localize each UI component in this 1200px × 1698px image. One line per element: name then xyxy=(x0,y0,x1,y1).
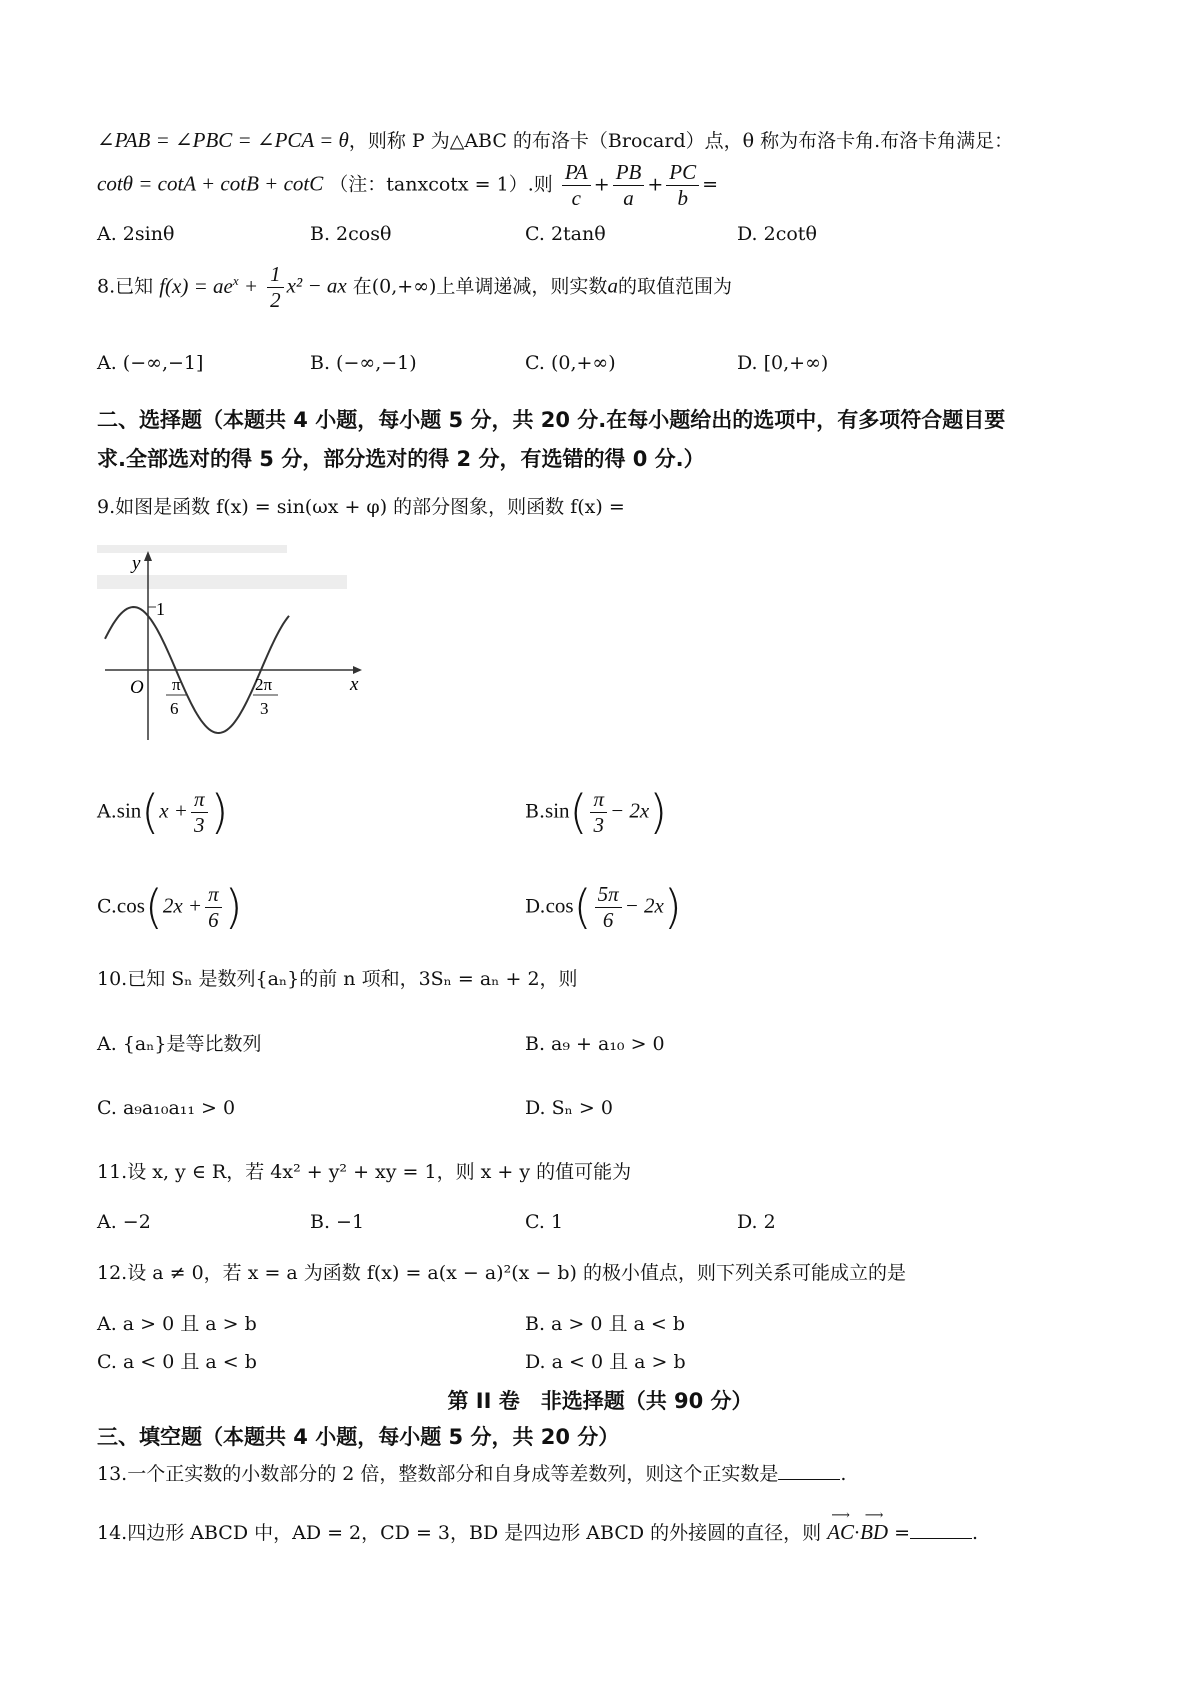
fraction-pi-3: $\frac{\pi}{3}$ xyxy=(191,787,208,838)
q13-stem: 13.一个正实数的小数部分的 2 倍，整数部分和自身成等差数列，则这个正实数是 . xyxy=(97,1463,847,1485)
q10-option-c[interactable]: C. a₉a₁₀a₁₁ > 0 xyxy=(97,1097,236,1119)
q9-option-d[interactable]: D.cos( $\frac{5\pi}{6}$ − 2x) xyxy=(525,880,682,934)
fraction-one-half: $\frac{1}{2}$ xyxy=(267,262,284,313)
q9-option-a[interactable]: A.sin(x + $\frac{\pi}{3}$ ) xyxy=(97,785,229,839)
x-tick-pi-6-num: π xyxy=(172,675,181,694)
fraction-5pi-6: $\frac{5\pi}{6}$ xyxy=(595,882,622,933)
q11-option-a[interactable]: A. −2 xyxy=(97,1211,151,1233)
y-axis-arrow xyxy=(144,551,152,561)
q14-stem: 14.四边形 ABCD 中，AD = 2，CD = 3，BD 是四边形 ABCD 的外接圆的直径，则 ⟶ AC· ⟶ BD = . xyxy=(97,1507,979,1544)
section-2-heading-line-1: 二、选择题（本题共 4 小题，每小题 5 分，共 20 分.在每小题给出的选项中，有多项符合题目要 xyxy=(97,408,1006,432)
intro-option-b[interactable]: B. 2cosθ xyxy=(310,223,392,245)
q12-stem: 12.设 a ≠ 0，若 x = a 为函数 f(x) = a(x − a)²(x − b) 的极小值点，则下列关系可能成立的是 xyxy=(97,1262,906,1284)
q9-option-c[interactable]: C.cos(2x + $\frac{\pi}{6}$ ) xyxy=(97,880,243,934)
fraction-pb-a: $\frac{PB}{a}$ xyxy=(613,160,645,211)
origin-label: O xyxy=(130,677,144,698)
intro-equals: = xyxy=(702,173,719,196)
q8-stem: 8.已知 $f(x) = ae^x$ + $\frac{1}{2}$ x² − ax 在(0,+∞)上单调递减，则实数a的取值范围为 xyxy=(97,262,732,313)
vector-ac: ⟶ AC xyxy=(827,1507,855,1544)
q11-option-d[interactable]: D. 2 xyxy=(737,1211,776,1233)
x-tick-2pi-3-den: 3 xyxy=(260,699,269,718)
fraction-pa-c: $\frac{PA}{c}$ xyxy=(562,160,591,211)
intro-note: （注：tanxcotx = 1）.则 xyxy=(329,173,553,196)
q12-option-b[interactable]: B. a > 0 且 a < b xyxy=(525,1313,686,1335)
section-2-heading-line-2: 求.全部选对的得 5 分，部分选对的得 2 分，有选错的得 0 分.） xyxy=(97,447,705,471)
q13-answer-blank[interactable] xyxy=(778,1479,840,1480)
intro-option-c[interactable]: C. 2tanθ xyxy=(525,223,606,245)
x-tick-pi-6-den: 6 xyxy=(170,699,179,718)
intro-line-1 xyxy=(97,128,1013,153)
intro-line-2: cotθ = cotA + cotB + cotC （注：tanxcotx = 1）.则 $\frac{PA}{c}$ + $\frac{PB}{a}$ + $\frac{PC}{b}$ = xyxy=(97,160,719,211)
q10-option-a[interactable]: A. {aₙ}是等比数列 xyxy=(97,1033,262,1055)
vector-bd: ⟶ BD xyxy=(860,1507,889,1544)
q9-sine-graph xyxy=(100,545,370,745)
q8-option-b[interactable]: B. (−∞,−1) xyxy=(310,352,417,374)
intro-cot-equation: cotθ = cotA + cotB + cotC xyxy=(97,171,324,196)
q10-option-b[interactable]: B. a₉ + a₁₀ > 0 xyxy=(525,1033,665,1055)
part-2-title: 第 II 卷 非选择题（共 90 分） xyxy=(447,1389,753,1413)
y-tick-one: 1 xyxy=(156,599,165,619)
q8-option-a[interactable]: A. (−∞,−1] xyxy=(97,352,204,374)
intro-text-1: ，则称 P 为△ABC 的布洛卡（Brocard）点，θ 称为布洛卡角.布洛卡角满足： xyxy=(348,130,1014,152)
q9-option-b[interactable]: B.sin( $\frac{\pi}{3}$ − 2x) xyxy=(525,785,668,839)
q8-option-c[interactable]: C. (0,+∞) xyxy=(525,352,616,374)
q10-stem: 10.已知 Sₙ 是数列{aₙ}的前 n 项和，3Sₙ = aₙ + 2，则 xyxy=(97,968,578,990)
intro-angle-equation: ∠PAB = ∠PBC = ∠PCA = θ xyxy=(97,128,349,152)
q11-option-b[interactable]: B. −1 xyxy=(310,1211,365,1233)
fraction-pi-3: $\frac{\pi}{3}$ xyxy=(590,787,607,838)
q8-option-d[interactable]: D. [0,+∞) xyxy=(737,352,829,374)
fraction-pi-6: $\frac{\pi}{6}$ xyxy=(205,882,222,933)
q11-option-c[interactable]: C. 1 xyxy=(525,1211,564,1233)
q12-option-d[interactable]: D. a < 0 且 a > b xyxy=(525,1351,686,1373)
q10-option-d[interactable]: D. Sₙ > 0 xyxy=(525,1097,613,1119)
q11-stem: 11.设 x, y ∈ R，若 4x² + y² + xy = 1，则 x + y 的值可能为 xyxy=(97,1161,632,1183)
q9-stem: 9.如图是函数 f(x) = sin(ωx + φ) 的部分图象，则函数 f(x) = xyxy=(97,496,625,518)
x-axis-label: x xyxy=(350,674,359,695)
q8-function: $f(x) = ae^x$ + xyxy=(159,272,259,298)
q12-option-a[interactable]: A. a > 0 且 a > b xyxy=(97,1313,257,1335)
intro-option-a[interactable]: A. 2sinθ xyxy=(97,223,175,245)
intro-option-d[interactable]: D. 2cotθ xyxy=(737,223,817,245)
section-3-heading: 三、填空题（本题共 4 小题，每小题 5 分，共 20 分） xyxy=(97,1425,620,1449)
y-axis-label: y xyxy=(132,553,141,574)
fraction-pc-b: $\frac{PC}{b}$ xyxy=(666,160,699,211)
x-axis-arrow xyxy=(353,666,362,674)
q12-option-c[interactable]: C. a < 0 且 a < b xyxy=(97,1351,257,1373)
x-tick-2pi-3-num: 2π xyxy=(255,675,273,694)
q14-answer-blank[interactable] xyxy=(910,1538,972,1539)
